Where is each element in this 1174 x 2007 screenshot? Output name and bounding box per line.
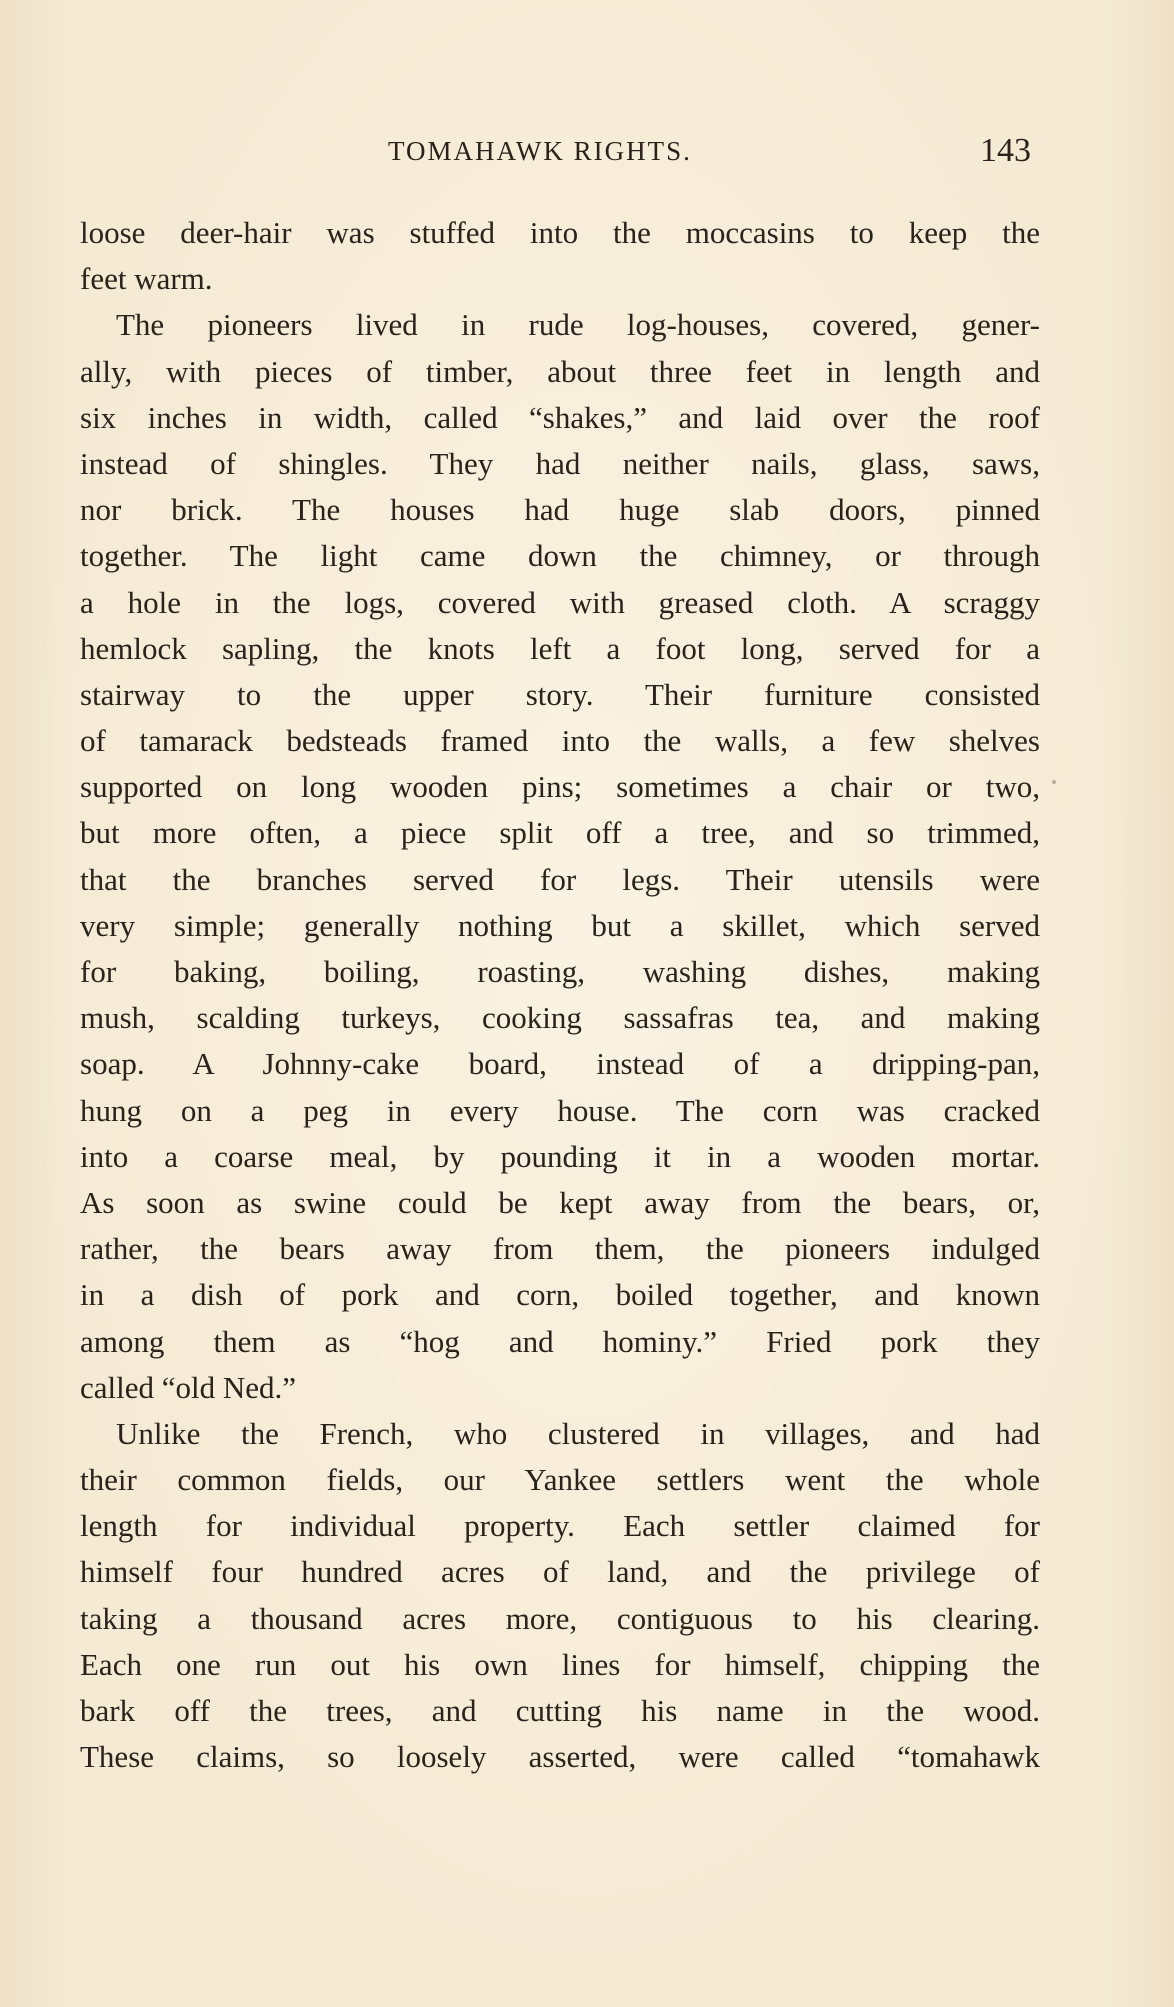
running-title: TOMAHAWK RIGHTS. <box>388 136 692 166</box>
text-line: for baking, boiling, roasting, washing dishes, making <box>80 954 1040 989</box>
text-line: called “old Ned.” <box>80 1369 297 1405</box>
text-line: rather, the bears away from them, the pioneers indulged <box>80 1231 1040 1267</box>
text-line: of tamarack bedsteads framed into the walls, a few shelves <box>80 723 1040 759</box>
paragraph <box>80 210 1040 302</box>
text-line: taking a thousand acres more, contiguous to his clearing. <box>80 1600 1040 1636</box>
text-line: bark off the trees, and cutting his name in the wood. <box>80 1693 1040 1728</box>
paragraph <box>80 302 1040 1411</box>
text-line: ally, with pieces of timber, about three feet in length and <box>80 353 1040 389</box>
running-head <box>0 132 1174 172</box>
text-line: Each one run out his own lines for himself, chipping the <box>80 1646 1040 1682</box>
text-line: stairway to the upper story. Their furniture consisted <box>80 676 1040 712</box>
text-line: among them as “hog and hominy.” Fried pork they <box>80 1323 1040 1359</box>
text-line: their common fields, our Yankee settlers went the whole <box>80 1462 1040 1498</box>
page-number: 143 <box>980 132 1031 169</box>
text-line: supported on long wooden pins; sometimes a chair or two, <box>80 769 1040 805</box>
text-line: instead of shingles. They had neither nails, glass, saws, <box>80 445 1040 481</box>
text-line: together. The light came down the chimney, or through <box>80 538 1040 574</box>
text-line: The pioneers lived in rude log-houses, covered, gener- <box>116 307 1040 343</box>
text-line: himself four hundred acres of land, and the privilege of <box>80 1554 1040 1590</box>
paragraph <box>80 1411 1040 1781</box>
body-text <box>80 210 1040 1780</box>
text-line: length for individual property. Each settler claimed for <box>80 1508 1040 1544</box>
text-line: very simple; generally nothing but a skillet, which served <box>80 907 1040 943</box>
text-line: Unlike the French, who clustered in villages, and had <box>116 1415 1040 1451</box>
paper-speck <box>1052 780 1056 784</box>
text-line: As soon as swine could be kept away from the bears, or, <box>80 1184 1040 1220</box>
text-line: hemlock sapling, the knots left a foot long, served for a <box>80 630 1040 666</box>
text-line: feet warm. <box>80 261 213 297</box>
text-line: mush, scalding turkeys, cooking sassafras tea, and making <box>80 1000 1040 1036</box>
text-line: a hole in the logs, covered with greased cloth. A scraggy <box>80 584 1040 620</box>
text-line: into a coarse meal, by pounding it in a wooden mortar. <box>80 1138 1040 1174</box>
text-line: nor brick. The houses had huge slab doors, pinned <box>80 492 1040 528</box>
text-line: six inches in width, called “shakes,” and laid over the roof <box>80 399 1040 435</box>
text-line: that the branches served for legs. Their utensils were <box>80 861 1040 897</box>
text-line: in a dish of pork and corn, boiled together, and known <box>80 1277 1040 1313</box>
text-line: soap. A Johnny-cake board, instead of a dripping-pan, <box>80 1046 1040 1082</box>
text-line: loose deer-hair was stuffed into the moccasins to keep the <box>80 215 1040 250</box>
text-line: These claims, so loosely asserted, were called “tomahawk <box>80 1739 1040 1775</box>
text-line: but more often, a piece split off a tree, and so trimmed, <box>80 815 1040 851</box>
text-line: hung on a peg in every house. The corn was cracked <box>80 1092 1040 1128</box>
